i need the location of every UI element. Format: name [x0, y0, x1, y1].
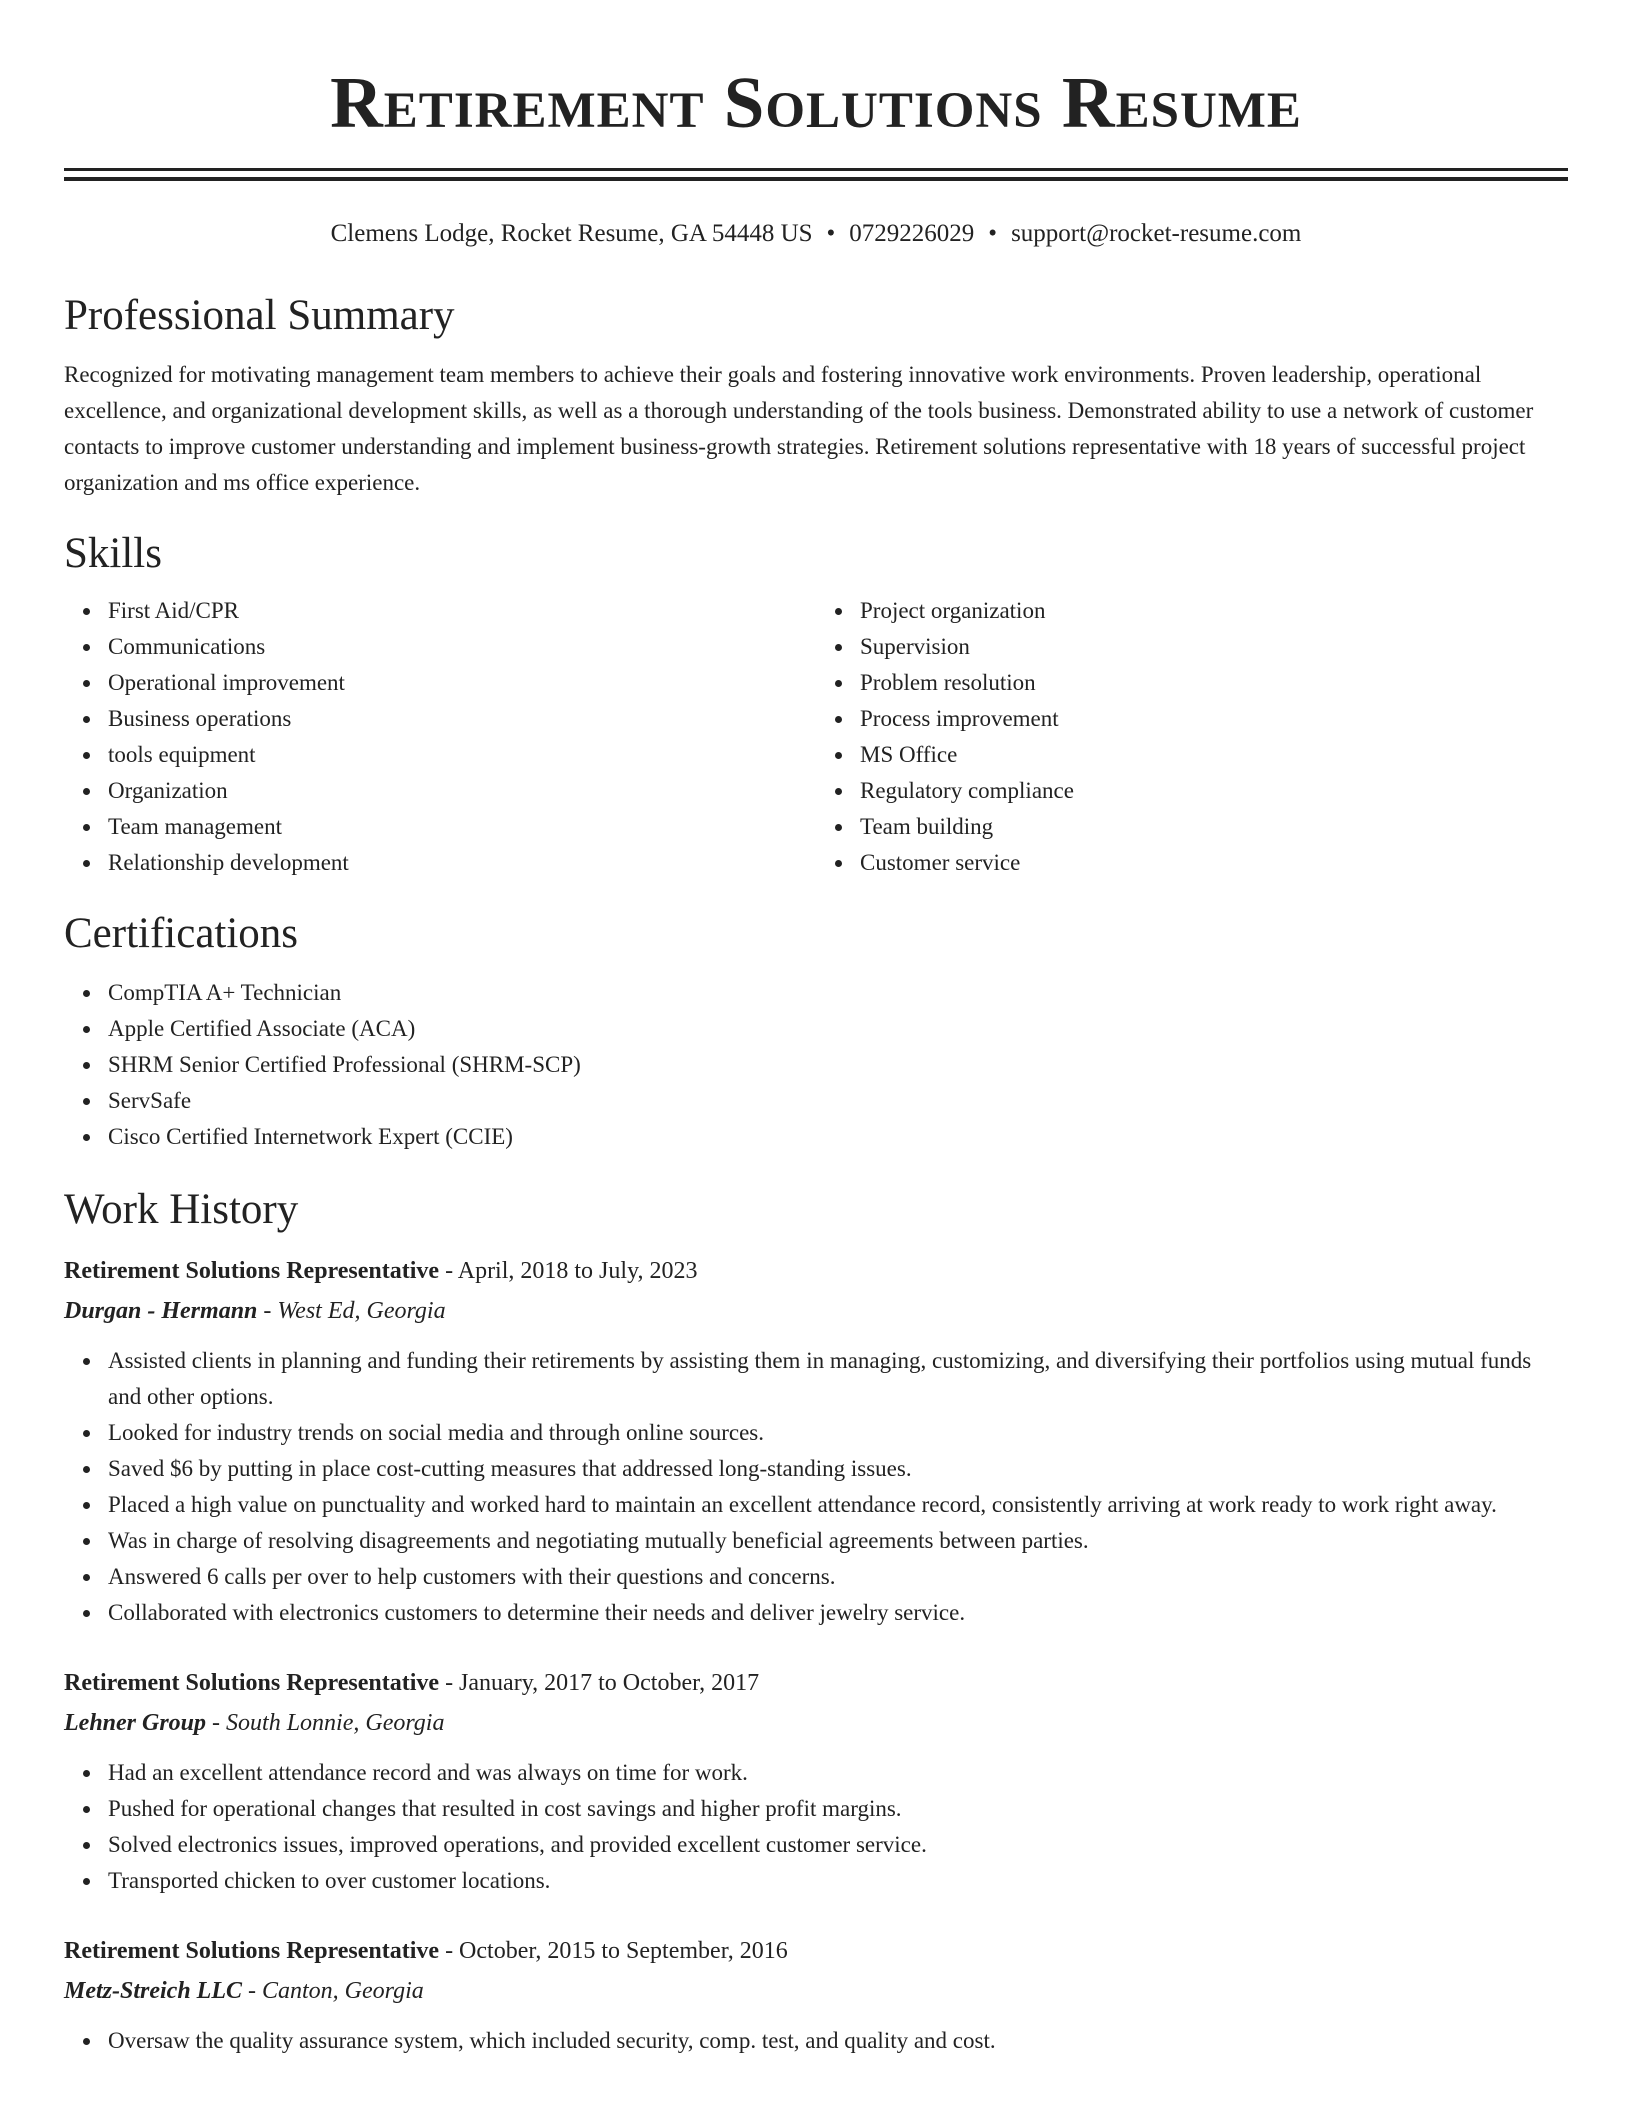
skill-item: Regulatory compliance — [860, 773, 1568, 809]
contact-separator: • — [988, 220, 998, 247]
job-entry — [64, 1253, 1568, 1631]
skill-item: Problem resolution — [860, 665, 1568, 701]
job-duty: Pushed for operational changes that resulted in cost savings and higher profit margins. — [108, 1791, 1568, 1827]
skills-heading: Skills — [64, 530, 162, 577]
title-rule-top — [64, 168, 1568, 171]
job-duties-list — [64, 1755, 1568, 1899]
job-duty: Oversaw the quality assurance system, which included security, comp. test, and quality and cost. — [108, 2023, 1568, 2059]
skill-item: Communications — [108, 629, 816, 665]
company-line — [64, 1973, 1568, 2009]
certification-item: SHRM Senior Certified Professional (SHRM-SCP) — [108, 1047, 1568, 1083]
job-entry — [64, 1665, 1568, 1899]
job-duty: Collaborated with electronics customers to determine their needs and deliver jewelry service. — [108, 1595, 1568, 1631]
contact-address: Clemens Lodge, Rocket Resume, GA 54448 US — [330, 220, 813, 247]
job-dates: - October, 2015 to September, 2016 — [439, 1938, 788, 1964]
job-title: Retirement Solutions Representative — [64, 1938, 440, 1964]
company-name: Durgan - Hermann — [64, 1298, 258, 1324]
job-title-line — [64, 1253, 1568, 1289]
job-title: Retirement Solutions Representative — [64, 1258, 440, 1284]
summary-heading: Professional Summary — [64, 292, 455, 339]
resume-title: Retirement Solutions Resume — [330, 62, 1302, 143]
skill-item: Team building — [860, 809, 1568, 845]
certification-item: CompTIA A+ Technician — [108, 975, 1568, 1011]
company-name: Metz-Streich LLC — [64, 1978, 242, 2004]
job-duty: Assisted clients in planning and funding their retirements by assisting them in managing, customizing, and diversifying their portfolios using mutual funds and other options. — [108, 1343, 1568, 1415]
certification-item: ServSafe — [108, 1083, 1568, 1119]
job-duty: Saved $6 by putting in place cost-cutting measures that addressed long-standing issues. — [108, 1451, 1568, 1487]
contact-separator: • — [826, 220, 836, 247]
skill-item: Project organization — [860, 593, 1568, 629]
skill-item: MS Office — [860, 737, 1568, 773]
certification-item: Apple Certified Associate (ACA) — [108, 1011, 1568, 1047]
job-dates: - January, 2017 to October, 2017 — [439, 1670, 760, 1696]
skill-item: Supervision — [860, 629, 1568, 665]
contact-line — [64, 219, 1568, 249]
job-title: Retirement Solutions Representative — [64, 1670, 440, 1696]
job-duty: Answered 6 calls per over to help customers with their questions and concerns. — [108, 1559, 1568, 1595]
skill-item: tools equipment — [108, 737, 816, 773]
company-line — [64, 1705, 1568, 1741]
certifications-list — [64, 975, 1568, 1155]
job-entry — [64, 1933, 1568, 2059]
summary-text: Recognized for motivating management team members to achieve their goals and fostering innovative work environments. Proven leadership, operational excellence, and organizational development skills, as well as a thorough understanding of the tools business. Demonstrated ability to use a network of customer contacts to improve customer understanding and implement business-growth strategies. Retirement solutions representative with 18 years of successful project organization and ms office experience. — [64, 362, 1534, 495]
job-dates: - April, 2018 to July, 2023 — [439, 1258, 698, 1284]
company-location: - South Lonnie, Georgia — [206, 1710, 445, 1736]
job-duty: Transported chicken to over customer locations. — [108, 1863, 1568, 1899]
company-name: Lehner Group — [64, 1710, 207, 1736]
company-line — [64, 1293, 1568, 1329]
skills-column-left — [64, 593, 816, 881]
contact-email: support@rocket-resume.com — [1011, 220, 1302, 247]
company-location: - West Ed, Georgia — [257, 1298, 446, 1324]
company-location: - Canton, Georgia — [242, 1978, 424, 2004]
skill-item: Customer service — [860, 845, 1568, 881]
skill-item: Operational improvement — [108, 665, 816, 701]
title-rule-bottom — [64, 177, 1568, 181]
certification-item: Cisco Certified Internetwork Expert (CCIE) — [108, 1119, 1568, 1155]
job-title-line — [64, 1933, 1568, 1969]
job-title-line — [64, 1665, 1568, 1701]
work-history-heading: Work History — [64, 1186, 299, 1233]
skill-item: Team management — [108, 809, 816, 845]
skills-column-right — [816, 593, 1568, 881]
skill-item: Relationship development — [108, 845, 816, 881]
skills-grid — [64, 593, 1568, 881]
skill-item: Process improvement — [860, 701, 1568, 737]
job-duty: Solved electronics issues, improved operations, and provided excellent customer service. — [108, 1827, 1568, 1863]
contact-phone: 0729226029 — [849, 220, 975, 247]
job-duties-list — [64, 1343, 1568, 1631]
skill-item: Organization — [108, 773, 816, 809]
job-duty: Placed a high value on punctuality and worked hard to maintain an excellent attendance record, consistently arriving at work ready to work right away. — [108, 1487, 1568, 1523]
skill-item: Business operations — [108, 701, 816, 737]
certifications-heading: Certifications — [64, 910, 299, 957]
job-duty: Had an excellent attendance record and was always on time for work. — [108, 1755, 1568, 1791]
job-duty: Was in charge of resolving disagreements and negotiating mutually beneficial agreements between parties. — [108, 1523, 1568, 1559]
job-duty: Looked for industry trends on social media and through online sources. — [108, 1415, 1568, 1451]
skill-item: First Aid/CPR — [108, 593, 816, 629]
job-duties-list — [64, 2023, 1568, 2059]
